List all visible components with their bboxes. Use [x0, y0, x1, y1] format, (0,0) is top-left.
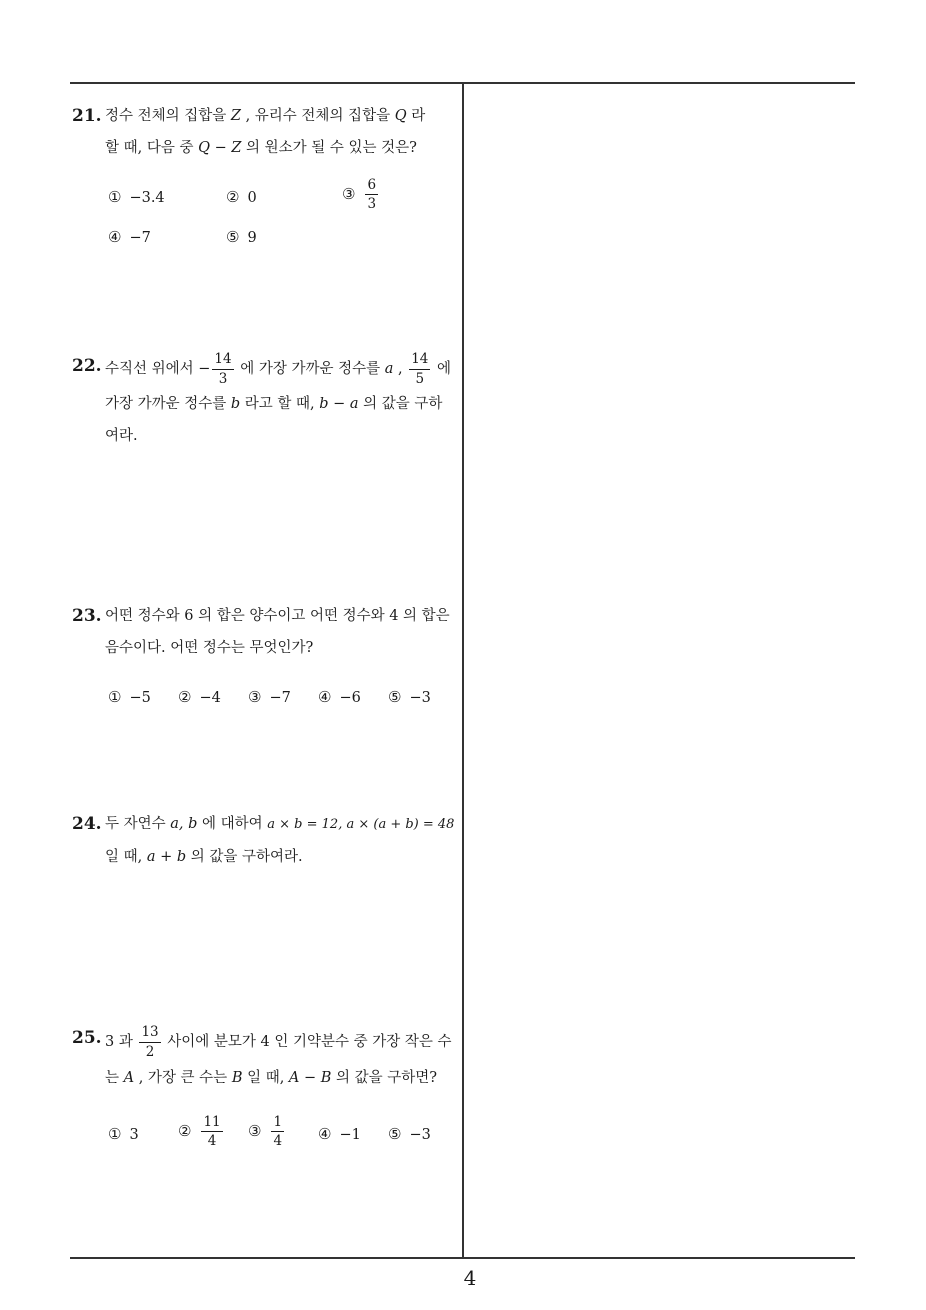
- choice-mark: ⑤: [388, 1125, 402, 1143]
- question-line: [105, 1022, 457, 1062]
- question-line: 음수이다. 어떤 정수는 무엇인가?: [105, 640, 314, 656]
- text-run: 정수 전체의 집합을: [105, 108, 227, 124]
- denominator: 3: [367, 196, 377, 213]
- choice-mark: ③: [248, 688, 262, 706]
- question-line: 어떤 정수와 6 의 합은 양수이고 어떤 정수와 4 의 합은: [105, 608, 450, 624]
- math-var: A: [123, 1070, 135, 1086]
- question-25: [72, 1022, 457, 1094]
- question-line: [105, 808, 457, 841]
- choice-1[interactable]: [108, 688, 151, 706]
- question-line: 여라.: [105, 428, 138, 444]
- choice-value: −7: [269, 690, 291, 706]
- bottom-rule: [70, 1257, 855, 1259]
- fraction: [365, 178, 378, 211]
- text-run: ,: [397, 361, 403, 377]
- choice-value: −5: [129, 690, 151, 706]
- choice-value: −3.4: [129, 190, 165, 206]
- choice-value: 9: [247, 230, 257, 246]
- math-expr: Q − Z: [198, 140, 242, 156]
- choice-mark: ①: [108, 188, 122, 206]
- math-var: b: [230, 396, 241, 412]
- text-run: 가장 가까운 정수를: [105, 396, 227, 412]
- text-run: , 유리수 전체의 집합을: [245, 108, 391, 124]
- text-run: 는: [105, 1070, 120, 1086]
- choice-1[interactable]: [108, 1125, 139, 1143]
- fraction: [139, 1025, 160, 1058]
- choice-4[interactable]: [108, 228, 151, 246]
- text-run: 수직선 위에서: [105, 361, 194, 377]
- denominator: 2: [145, 1043, 155, 1060]
- question-23: [72, 600, 457, 664]
- question-line: [105, 100, 457, 132]
- numerator: 1: [271, 1115, 284, 1132]
- text-run: 의 값을 구하여라.: [190, 849, 303, 865]
- question-line: [105, 841, 457, 873]
- text-run: 사이에 분모가 4 인 기약분수 중 가장 작은 수: [167, 1034, 452, 1050]
- choice-mark: ③: [248, 1121, 262, 1140]
- choice-5[interactable]: [226, 228, 257, 246]
- choice-4[interactable]: [318, 688, 361, 706]
- text-run: 두 자연수: [105, 816, 166, 832]
- choice-mark: ②: [178, 1121, 192, 1140]
- numerator: 11: [201, 1115, 222, 1132]
- question-text: [105, 1022, 457, 1094]
- choice-mark: ②: [226, 188, 240, 206]
- numerator: 6: [365, 178, 378, 195]
- question-number: 21.: [72, 106, 102, 126]
- text-run: , 가장 큰 수는: [138, 1070, 228, 1086]
- choice-2[interactable]: [178, 1115, 225, 1148]
- math-expr: b − a: [319, 396, 359, 412]
- text-run: 에 가장 가까운 정수를: [240, 361, 381, 377]
- choice-value: 3: [129, 1127, 139, 1143]
- text-run: 의 원소가 될 수 있는 것은?: [246, 140, 417, 156]
- text-run: 라고 할 때,: [244, 396, 315, 412]
- choice-mark: ④: [108, 228, 122, 246]
- choice-value: −3: [409, 1127, 431, 1143]
- choice-3[interactable]: [342, 178, 380, 211]
- choice-3[interactable]: [248, 688, 291, 706]
- choice-2[interactable]: [226, 188, 257, 206]
- question-21: [72, 100, 457, 164]
- question-text: [105, 100, 457, 164]
- column-divider: [462, 83, 464, 1258]
- choice-mark: ③: [342, 184, 356, 203]
- choice-value: −1: [339, 1127, 361, 1143]
- question-number: 22.: [72, 356, 102, 376]
- numerator: 14: [212, 352, 233, 369]
- text-run: 3 과: [105, 1034, 133, 1050]
- numerator: 13: [139, 1025, 160, 1042]
- choice-mark: ⑤: [388, 688, 402, 706]
- question-line: [105, 1062, 457, 1094]
- question-line: [105, 388, 457, 420]
- question-22: [72, 350, 457, 452]
- choice-5[interactable]: [388, 688, 431, 706]
- choice-mark: ⑤: [226, 228, 240, 246]
- math-var: Q: [394, 108, 407, 124]
- question-number: 25.: [72, 1028, 102, 1048]
- fraction: [212, 352, 233, 385]
- math-expr: a + b: [146, 849, 187, 865]
- denominator: 3: [218, 370, 228, 387]
- math-var: a, b: [170, 816, 198, 832]
- choice-5[interactable]: [388, 1125, 431, 1143]
- choice-mark: ①: [108, 1125, 122, 1143]
- choice-value: 0: [247, 190, 257, 206]
- choice-4[interactable]: [318, 1125, 361, 1143]
- choice-2[interactable]: [178, 688, 221, 706]
- text-run: 할 때, 다음 중: [105, 140, 194, 156]
- denominator: 4: [273, 1133, 283, 1150]
- denominator: 5: [415, 370, 425, 387]
- text-run: 에: [437, 361, 452, 377]
- question-number: 24.: [72, 814, 102, 834]
- text-run: 일 때,: [247, 1070, 285, 1086]
- question-text: [105, 600, 457, 664]
- page-number: 4: [463, 1266, 477, 1290]
- fraction: [271, 1115, 284, 1148]
- text-run: 일 때,: [105, 849, 143, 865]
- fraction: [201, 1115, 222, 1148]
- choice-value: −6: [339, 690, 361, 706]
- math-expr: A − B: [288, 1070, 332, 1086]
- text-run: 에 대하여: [202, 816, 263, 832]
- question-line: [105, 350, 457, 388]
- choice-value: −3: [409, 690, 431, 706]
- text-run: 라: [411, 108, 426, 124]
- question-number: 23.: [72, 606, 102, 626]
- math-var: a: [384, 361, 394, 377]
- question-text: [105, 350, 457, 452]
- text-run: 의 값을 구하: [363, 396, 443, 412]
- choice-value: −7: [129, 230, 151, 246]
- choice-mark: ④: [318, 1125, 332, 1143]
- text-run: 의 값을 구하면?: [336, 1070, 438, 1086]
- minus-sign: −: [198, 361, 211, 377]
- choice-mark: ④: [318, 688, 332, 706]
- numerator: 14: [409, 352, 430, 369]
- math-var: Z: [230, 108, 241, 124]
- question-24: [72, 808, 457, 873]
- choice-value: −4: [199, 690, 221, 706]
- choice-3[interactable]: [248, 1115, 286, 1148]
- choice-mark: ②: [178, 688, 192, 706]
- math-var: B: [231, 1070, 243, 1086]
- math-expr: a × b = 12, a × (a + b) = 48: [267, 817, 455, 832]
- choice-1[interactable]: [108, 188, 165, 206]
- question-line: [105, 132, 457, 164]
- choice-mark: ①: [108, 688, 122, 706]
- question-text: [105, 808, 457, 873]
- fraction: [409, 352, 430, 385]
- denominator: 4: [207, 1133, 217, 1150]
